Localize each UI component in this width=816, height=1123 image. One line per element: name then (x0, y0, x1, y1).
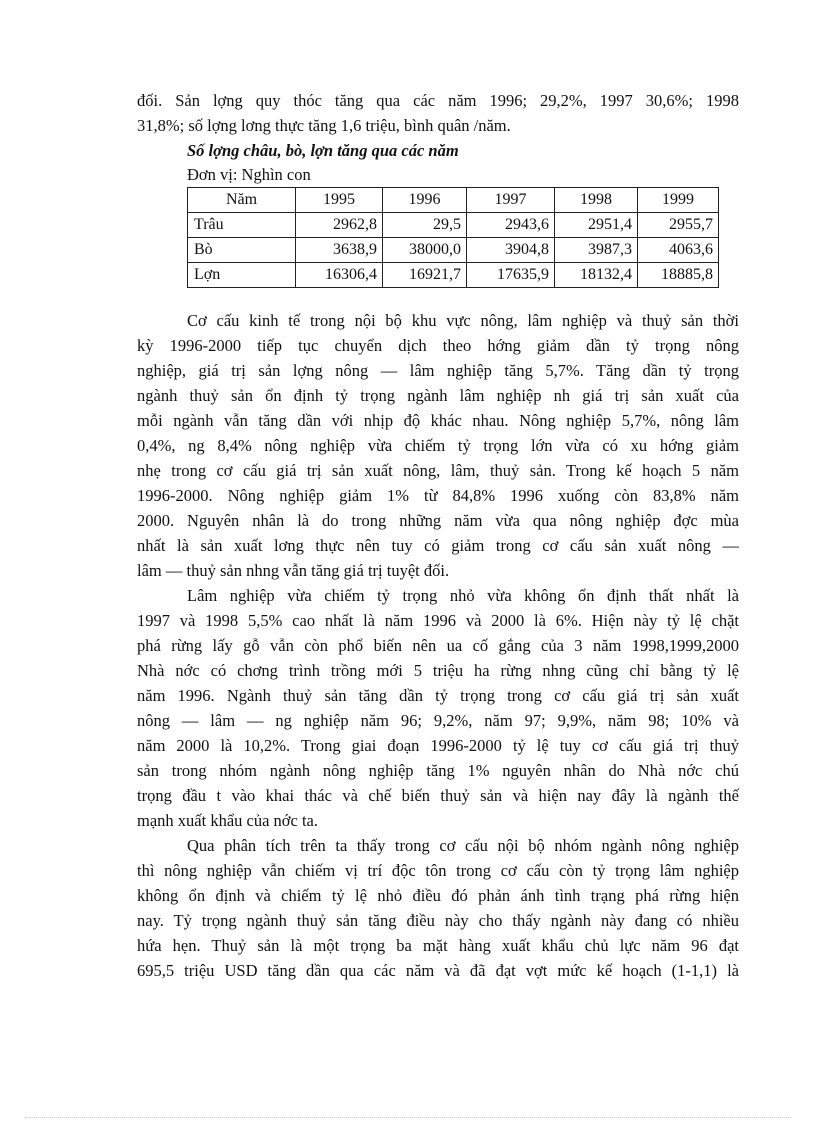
text-line: 31,8%; số lợng lơng thực tăng 1,6 triệu, bình quân /năm. (137, 116, 511, 135)
intro-text (137, 88, 739, 138)
text-line: mạnh xuất khẩu của nớc ta. (137, 811, 318, 830)
text-line: đối. Sản lợng quy thóc tăng qua các năm 1996; 29,2%, 1997 30,6%; 1998 (137, 91, 739, 110)
row-label: Trâu (188, 213, 296, 238)
paragraph-forestry (137, 583, 739, 833)
text-line: Nhà nớc có chơng trình trồng mới 5 triệu ha rừng nhng cũng chỉ bằng tỷ lệ (137, 661, 739, 680)
text-line: lâm — thuỷ sản nhng vẫn tăng giá trị tuyệt đối. (137, 561, 450, 580)
table-cell: 16921,7 (383, 263, 467, 288)
table-cell: 16306,4 (296, 263, 383, 288)
table-header-cell: 1997 (467, 188, 555, 213)
text-line: kỳ 1996-2000 tiếp tục chuyển dịch theo hớng giảm dần tỷ trọng nông (137, 336, 739, 355)
table-unit: Đơn vị: Nghìn con (187, 165, 311, 184)
table-cell: 18885,8 (638, 263, 719, 288)
text-line: 1996-2000. Nông nghiệp giảm 1% từ 84,8% 1996 xuống còn 83,8% năm (137, 486, 739, 505)
row-label: Lợn (188, 263, 296, 288)
table-row (188, 238, 719, 263)
table-cell: 3904,8 (467, 238, 555, 263)
table-cell: 3638,9 (296, 238, 383, 263)
table-cell: 38000,0 (383, 238, 467, 263)
table-cell: 4063,6 (638, 238, 719, 263)
text-line: Qua phân tích trên ta thấy trong cơ cấu nội bộ nhóm ngành nông nghiệp (187, 836, 739, 855)
document-page (137, 88, 739, 983)
text-line: thì nông nghiệp vẫn chiếm vị trí độc tôn trong cơ cấu còn tỷ trọng lâm nghiệp (137, 861, 739, 880)
table-row (188, 213, 719, 238)
table-cell: 2955,7 (638, 213, 719, 238)
text-line: năm 2000 là 10,2%. Trong giai đoạn 1996-2000 tỷ lệ tuy cơ cấu giá trị thuỷ (137, 736, 739, 755)
livestock-table (187, 187, 719, 288)
text-line: nay. Tỷ trọng ngành thuỷ sản tăng điều này cho thấy ngành này đang có nhiều (137, 911, 739, 930)
row-label: Bò (188, 238, 296, 263)
text-line: 695,5 triệu USD tăng dần qua các năm và đã đạt vợt mức kế hoạch (1-1,1) là (137, 961, 739, 980)
text-line: nông — lâm — ng nghiệp năm 96; 9,2%, năm 97; 9,9%, năm 98; 10% và (137, 711, 739, 730)
paragraph-structure (137, 308, 739, 583)
paragraph-analysis (137, 833, 739, 983)
page-bottom-divider (25, 1117, 791, 1118)
table-cell: 29,5 (383, 213, 467, 238)
text-line: Lâm nghiệp vừa chiếm tỷ trọng nhỏ vừa không ổn định thất nhất là (187, 586, 739, 605)
text-line: phá rừng lấy gỗ vẫn còn phổ biến nên ua cố gắng của 3 năm 1998,1999,2000 (137, 636, 739, 655)
table-header-row (188, 188, 719, 213)
table-cell: 17635,9 (467, 263, 555, 288)
text-line: 1997 và 1998 5,5% cao nhất là năm 1996 và 2000 là 6%. Hiện này tỷ lệ chặt (137, 611, 739, 630)
table-caption: Số lợng châu, bò, lợn tăng qua các năm (187, 141, 459, 160)
table-cell: 2962,8 (296, 213, 383, 238)
table-cell: 2943,6 (467, 213, 555, 238)
text-line: không ổn định và chiếm tỷ lệ nhỏ điều đó phản ánh tình trạng phá rừng hiện (137, 886, 739, 905)
text-line: Cơ cấu kinh tế trong nội bộ khu vực nông, lâm nghiệp và thuỷ sản thời (187, 311, 739, 330)
table-cell: 18132,4 (555, 263, 638, 288)
text-line: trọng đầu t vào khai thác và chế biến thuỷ sản và hiện nay đây là ngành thế (137, 786, 739, 805)
table-cell: 2951,4 (555, 213, 638, 238)
text-line: nhất là sản xuất lơng thực nên tuy có giảm trong cơ cấu sản xuất nông — (137, 536, 739, 555)
text-line: nghiệp, giá trị sản lợng nông — lâm nghiệp tăng 5,7%. Tăng dần tỷ trọng (137, 361, 739, 380)
table-header-cell: Năm (188, 188, 296, 213)
table-cell: 3987,3 (555, 238, 638, 263)
table-header-cell: 1999 (638, 188, 719, 213)
table-header-cell: 1998 (555, 188, 638, 213)
table-header-cell: 1995 (296, 188, 383, 213)
text-line: sản trong nhóm ngành nông nghiệp tăng 1% nguyên nhân do Nhà nớc chú (137, 761, 739, 780)
text-line: nhẹ trong cơ cấu giá trị sản xuất nông, lâm, thuỷ sản. Trong kế hoạch 5 năm (137, 461, 739, 480)
text-line: 0,4%, ng 8,4% nông nghiệp vừa chiếm tỷ trọng lớn vừa có xu hớng giảm (137, 436, 739, 455)
table-row (188, 263, 719, 288)
text-line: mỗi ngành vẫn tăng dần với nhịp độ khác nhau. Nông nghiệp 5,7%, nông lâm (137, 411, 739, 430)
text-line: 2000. Nguyên nhân là do trong những năm vừa qua nông nghiệp đợc mùa (137, 511, 739, 530)
text-line: năm 1996. Ngành thuỷ sản tăng dần tỷ trọng trong cơ cấu giá trị sản xuất (137, 686, 739, 705)
table-header-cell: 1996 (383, 188, 467, 213)
text-line: hứa hẹn. Thuỷ sản là một trọng ba mặt hàng xuất khẩu chủ lực năm 96 đạt (137, 936, 739, 955)
text-line: ngành thuỷ sản ổn định tỷ trọng ngành lâm nghiệp nh giá trị sản xuất của (137, 386, 739, 405)
